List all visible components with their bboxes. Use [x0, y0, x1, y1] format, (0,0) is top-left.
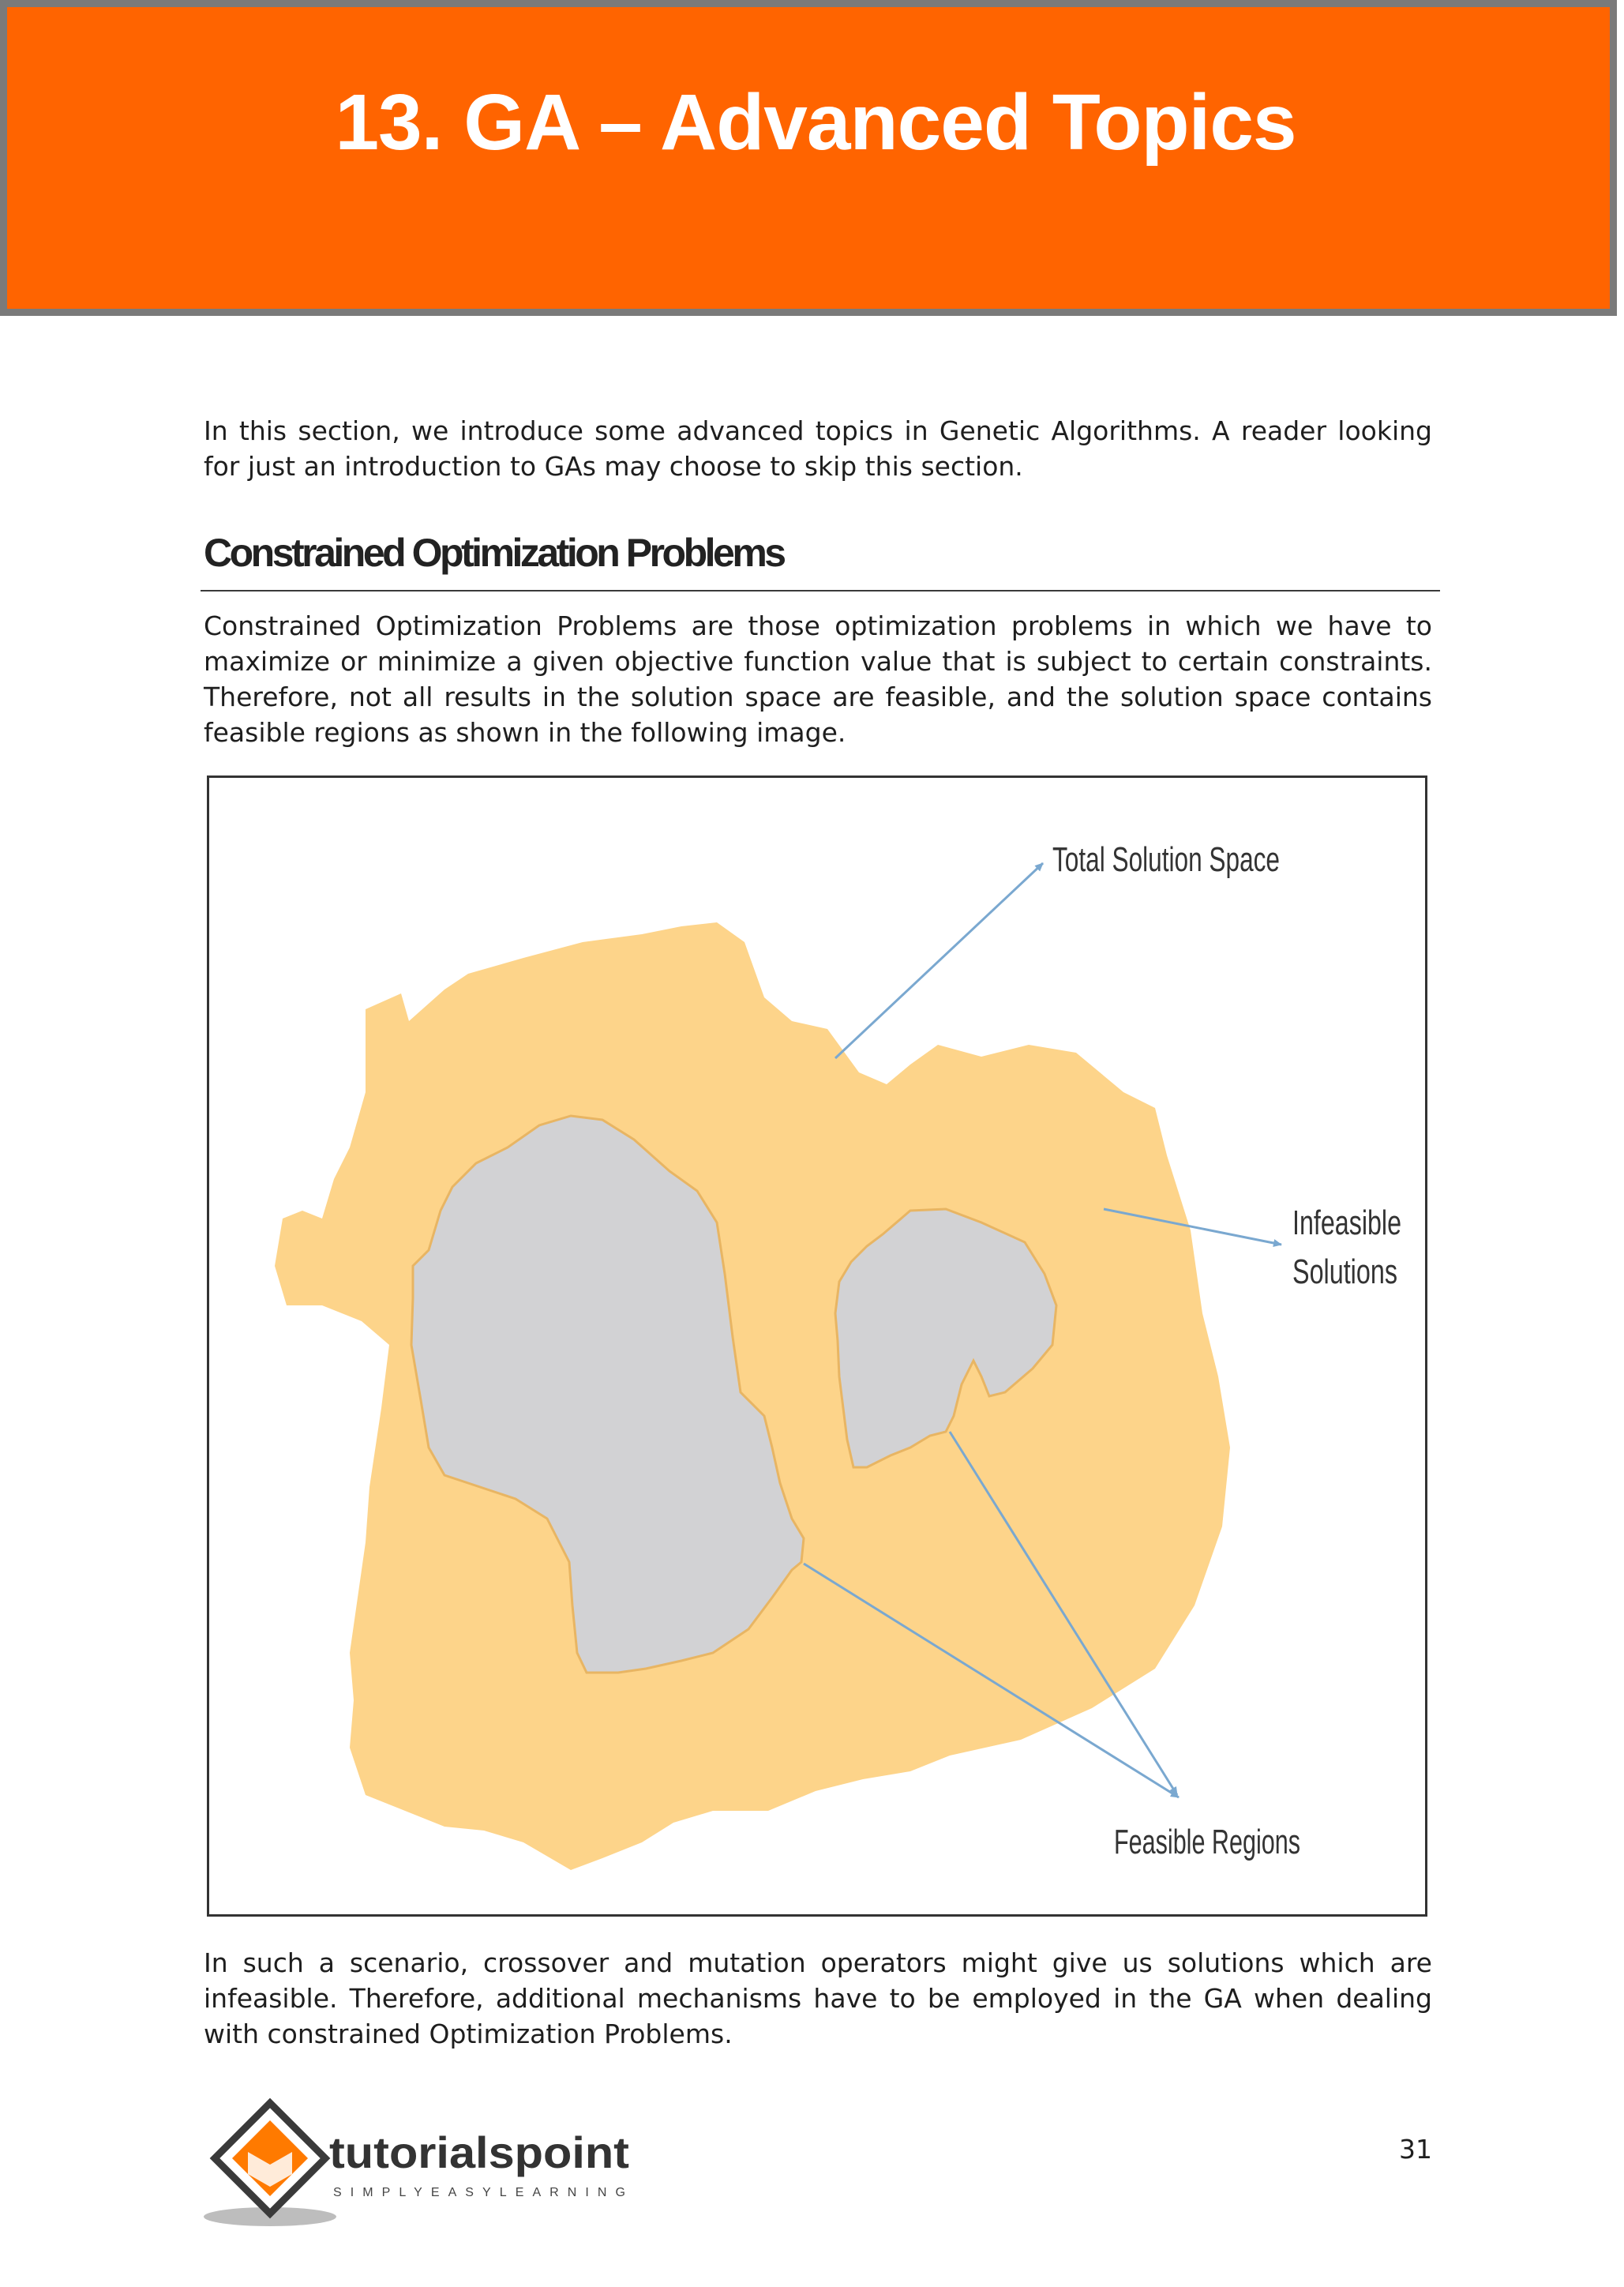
page-number: 31 — [1399, 2134, 1432, 2165]
feasible-regions-diagram — [209, 778, 1425, 1914]
label-infeasible-line-2: Solutions — [1292, 1252, 1397, 1291]
logo-wordmark: tutorialspoint — [329, 2127, 629, 2177]
label-infeasible-line-1: Infeasible — [1292, 1204, 1401, 1242]
section-paragraph-2: In such a scenario, crossover and mutation operators might give us solutions which are infeasible. Therefore, additional mechanisms have to be employed in the GA when dealing with constrained Optimization Problems. — [204, 1947, 1432, 2049]
section-heading: Constrained Optimization Problems — [204, 531, 784, 575]
tutorialspoint-logo — [199, 2097, 641, 2231]
chapter-title: 13. GA – Advanced Topics — [335, 78, 1296, 167]
total-solution-space-shape — [275, 922, 1230, 1870]
arrow-total-solution-space — [835, 863, 1043, 1058]
chapter-banner — [0, 0, 1617, 316]
section-divider — [201, 590, 1440, 591]
intro-paragraph: In this section, we introduce some advanced topics in Genetic Algorithms. A reader looking for just an introduction to GAs may choose to skip this section. — [204, 415, 1432, 482]
section-paragraph-1: Constrained Optimization Problems are those optimization problems in which we have to maximize or minimize a given objective function value that is subject to certain constraints. Therefore, not all results in the solution space are feasible, and the solution space contains feasible regions as shown in the following image. — [204, 610, 1432, 748]
label-total-solution-space: Total Solution Space — [1052, 840, 1280, 879]
feasible-regions-figure — [207, 775, 1427, 1917]
logo-tagline: SIMPLYEASYLEARNING — [333, 2186, 625, 2199]
label-feasible-regions: Feasible Regions — [1114, 1823, 1300, 1861]
